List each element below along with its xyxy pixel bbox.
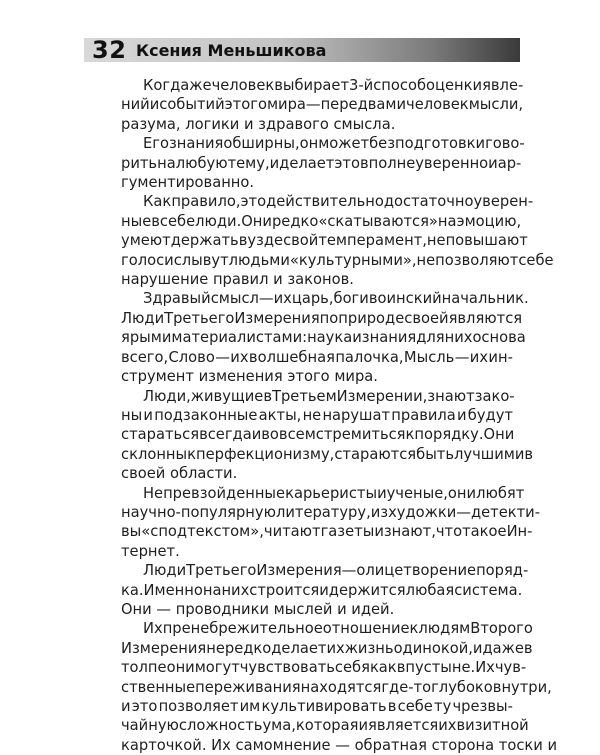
- text-line: чайную сложность ума, которая и является их визитной: [121, 717, 529, 735]
- text-line: толпе они могут чувствовать себя как в пустыне. Их чув-: [121, 659, 527, 677]
- text-line: ственные переживания находятся где-то глубоко внутри,: [121, 678, 552, 696]
- text-line: Непревзойденные карьеристы и ученые, они любят: [143, 484, 525, 502]
- text-line: своей области.: [121, 465, 238, 483]
- text-line: ные в себе люди. Они редко «скатываются» на эмоцию,: [121, 212, 522, 230]
- text-line: Их пренебрежительное отношение к людям Второго: [143, 620, 533, 638]
- text-line: научно-популярную литературу, из художки — детекти-: [121, 503, 541, 521]
- text-line: Люди Третьего Измерения по природе своей являются: [121, 309, 523, 327]
- text-line: Его знания обширны, он может без подготовки гово-: [143, 135, 525, 153]
- text-line: разума, логики и здравого смысла.: [121, 115, 396, 133]
- paragraph: [121, 561, 529, 619]
- text-line: ний и событий этого мира — перед вами человек мысли,: [121, 96, 524, 114]
- text-line: Когда же человек выбирает 3-й способ оценки явле-: [143, 77, 524, 94]
- body-text: [121, 76, 558, 755]
- text-line: Люди Третьего Измерения — олицетворение поряд-: [143, 562, 529, 580]
- paragraph: [121, 289, 529, 386]
- text-line: голос и слывут людьми «культурными», не позволяют себе: [121, 251, 554, 269]
- paragraph: [121, 387, 534, 484]
- paragraph: [121, 134, 525, 192]
- text-line: Здравый смысл — их царь, бог и воинский начальник.: [143, 290, 529, 308]
- text-line: стараться всегда и во всем стремиться к порядку. Они: [121, 426, 515, 444]
- text-line: Они — проводники мыслей и идей.: [121, 600, 395, 618]
- paragraph: [121, 619, 558, 755]
- text-line: Измерения нередко делает их жизнь одинокой, и даже в: [121, 639, 533, 657]
- text-line: склонны к перфекционизму, стараются быть лучшими в: [121, 445, 534, 463]
- page-number: 32: [92, 36, 127, 64]
- text-line: ны и подзаконные акты, не нарушат правила и будут: [121, 406, 513, 424]
- paragraph: [121, 484, 541, 562]
- text-line: рить на любую тему, и делает это вполне уверенно и ар-: [121, 154, 522, 172]
- text-line: нарушение правил и законов.: [121, 271, 354, 289]
- text-line: гументированно.: [121, 174, 255, 192]
- running-header-author: Ксения Меньшикова: [136, 41, 327, 60]
- text-line: ярыми материалистами: наука и знания для них основа: [121, 329, 526, 347]
- text-line: умеют держать в узде свой темперамент, не повышают: [121, 232, 528, 250]
- text-line: вы «с подтекстом», читают газеты и знают, что такое Ин-: [121, 523, 533, 541]
- paragraph: [121, 192, 554, 289]
- text-line: всего, Слово — их волшебная палочка, Мысль — их ин-: [121, 348, 513, 366]
- text-line: струмент изменения этого мира.: [121, 368, 378, 386]
- text-line: Как правило, это действительно достаточно уверен-: [143, 193, 534, 211]
- text-line: Люди, живущие в Третьем Измерении, знают зако-: [143, 387, 515, 405]
- text-line: и это позволяет им культивировать в себе ту чрезвы-: [121, 698, 513, 715]
- text-line: тернет.: [121, 542, 180, 560]
- paragraph: [121, 76, 524, 134]
- text-line: ка. Именно на них строится и держится любая система.: [121, 581, 523, 599]
- text-line: карточкой. Их самомнение — обратная сторона тоски и: [121, 736, 558, 754]
